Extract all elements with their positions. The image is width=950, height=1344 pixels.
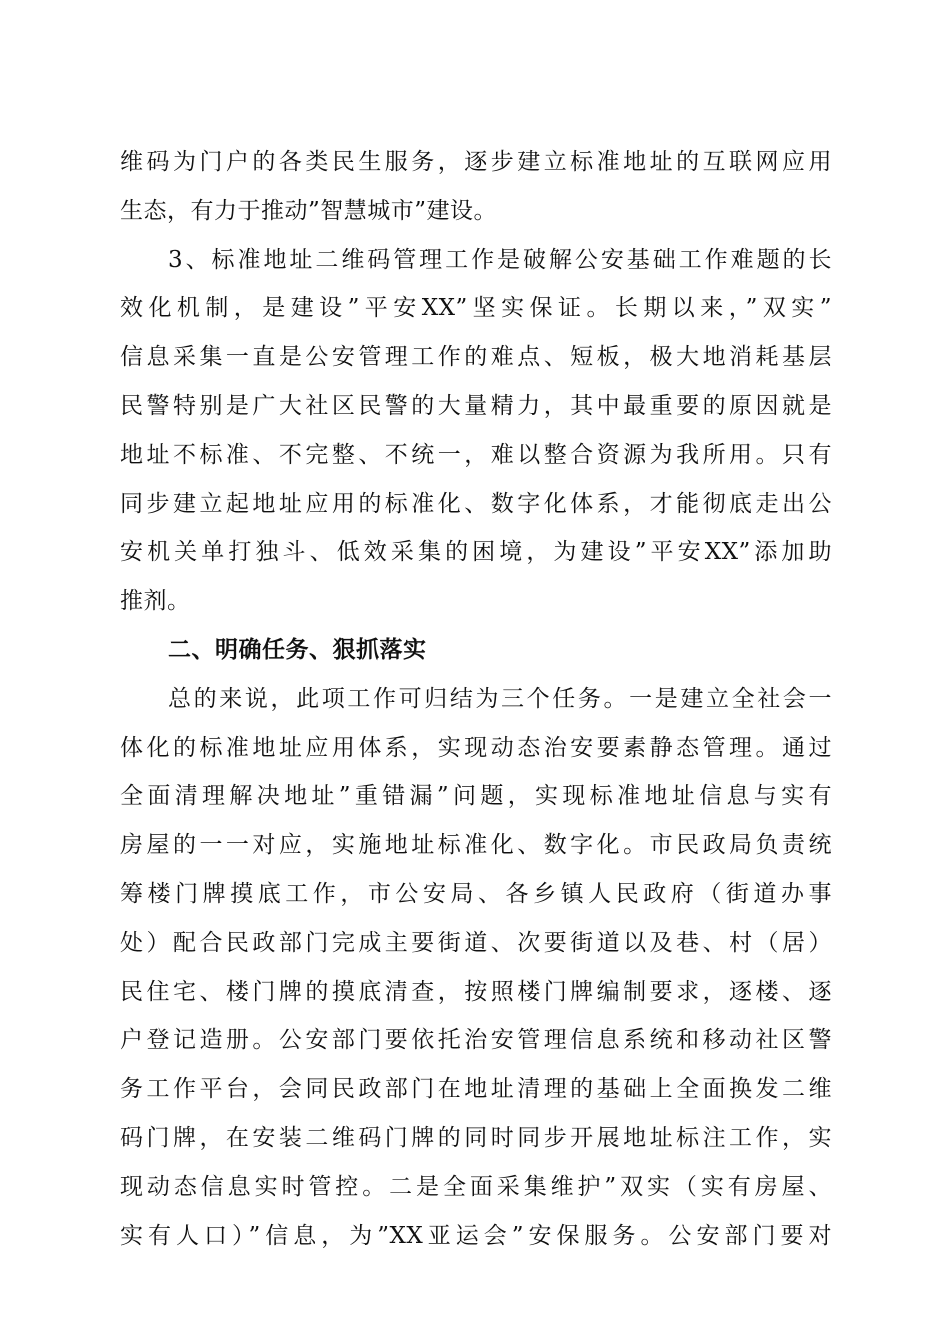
text-line: 房屋的一一对应，实施地址标准化、数字化。市民政局负责统 <box>120 832 832 859</box>
text-line: 体化的标准地址应用体系，实现动态治安要素静态管理。通过 <box>120 734 832 761</box>
text-line: 维码为门户的各类民生服务，逐步建立标准地址的互联网应用 <box>120 149 832 175</box>
text-line: 现动态信息实时管控。二是全面采集维护”双实（实有房屋、 <box>120 1173 832 1200</box>
text-line: 民警特别是广大社区民警的大量精力，其中最重要的原因就是 <box>120 392 832 419</box>
text-line: 信息采集一直是公安管理工作的难点、短板，极大地消耗基层 <box>120 344 832 371</box>
text-line: 全面清理解决地址”重错漏”问题，实现标准地址信息与实有 <box>120 783 832 810</box>
section-heading: 二、明确任务、狠抓落实 <box>168 636 427 663</box>
text-line: 同步建立起地址应用的标准化、数字化体系，才能彻底走出公 <box>120 490 832 517</box>
paragraph-3 <box>120 675 832 1261</box>
text-line: 地址不标准、不完整、不统一，难以整合资源为我所用。只有 <box>120 441 832 468</box>
text-line: 实有人口）”信息，为”XX亚运会”安保服务。公安部门要对 <box>120 1222 832 1249</box>
text-line: 总的来说，此项工作可归结为三个任务。一是建立全社会一 <box>168 685 832 712</box>
text-line: 码门牌，在安装二维码门牌的同时同步开展地址标注工作，实 <box>120 1124 832 1151</box>
text-line: 推剂。 <box>120 588 191 615</box>
text-line: 生态，有力于推动”智慧城市”建设。 <box>120 197 498 224</box>
text-line: 3、标准地址二维码管理工作是破解公安基础工作难题的长 <box>168 246 832 273</box>
text-line: 务工作平台，会同民政部门在地址清理的基础上全面换发二维 <box>120 1076 832 1103</box>
text-line: 效化机制，是建设”平安XX”坚实保证。长期以来，”双实” <box>120 295 832 322</box>
paragraph-1 <box>120 138 832 236</box>
text-line: 户登记造册。公安部门要依托治安管理信息系统和移动社区警 <box>120 1027 832 1054</box>
document-body <box>120 138 832 1260</box>
text-line: 民住宅、楼门牌的摸底清查，按照楼门牌编制要求，逐楼、逐 <box>120 978 832 1005</box>
text-line: 处）配合民政部门完成主要街道、次要街道以及巷、村（居） <box>120 929 832 956</box>
text-line: 安机关单打独斗、低效采集的困境，为建设”平安XX”添加助 <box>120 539 832 566</box>
paragraph-2 <box>120 236 832 626</box>
text-line: 筹楼门牌摸底工作，市公安局、各乡镇人民政府（街道办事 <box>120 880 832 907</box>
